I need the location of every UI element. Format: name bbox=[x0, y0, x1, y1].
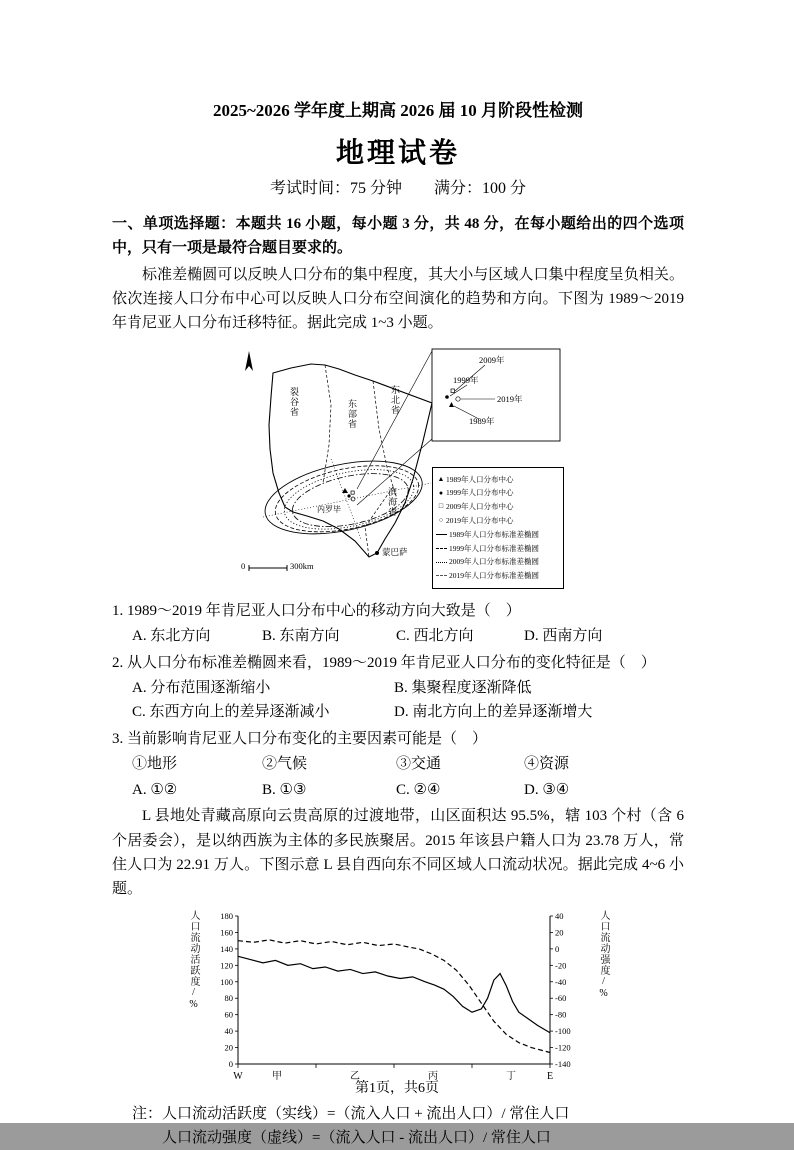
mombasa-dot bbox=[375, 551, 379, 555]
city-label-nairobi: 内罗毕 bbox=[317, 505, 341, 515]
question-3-text: 3. 当前影响肯尼亚人口分布变化的主要因素可能是（ ） bbox=[112, 731, 488, 748]
page-number: 第1页，共6页 bbox=[355, 1081, 439, 1096]
triangle-marker-icon: ▲ bbox=[437, 474, 445, 483]
intro-kenya-paragraph: 标准差椭圆可以反映人口分布的集中程度，其大小与区域人口集中程度呈负相关。依次连接人口分布中心可以反映人口分布空间演化的趋势和方向。下图为 1989～2019 年肯尼亚人口分布迁移特征。据此完成 1~3 小题。 bbox=[112, 266, 684, 332]
legend-label: 2009年人口分布中心 bbox=[446, 502, 514, 512]
solid-line-icon bbox=[436, 534, 447, 535]
population-flow-chart-figure bbox=[112, 906, 684, 1100]
map-legend bbox=[432, 467, 564, 589]
svg-text:100: 100 bbox=[220, 976, 233, 987]
subject-title: 地理试卷 bbox=[335, 138, 460, 169]
svg-text:140: 140 bbox=[220, 943, 233, 954]
legend-item bbox=[436, 514, 561, 528]
circle-marker-icon: ○ bbox=[438, 516, 444, 525]
document-title: 2025~2026 学年度上期高 2026 届 10 月阶段性检测 bbox=[212, 101, 584, 120]
question-2-text: 2. 从人口分布标准差椭圆来看，1989～2019 年肯尼亚人口分布的变化特征是（ ） bbox=[112, 655, 656, 672]
option-b: B. 集聚程度逐渐降低 bbox=[394, 680, 532, 697]
square-marker-icon: □ bbox=[438, 502, 444, 511]
svg-text:丙: 丙 bbox=[428, 1070, 438, 1082]
city-label-mombasa: 蒙巴萨 bbox=[382, 547, 408, 558]
province-label-coast: 滨海省 bbox=[387, 487, 397, 518]
province-label-eastern: 东部省 bbox=[347, 399, 357, 430]
page-content bbox=[112, 0, 684, 1150]
option-a: A. ①② bbox=[132, 782, 178, 799]
option-c: C. 西北方向 bbox=[396, 628, 474, 645]
province-border bbox=[323, 365, 331, 483]
legend-item bbox=[436, 472, 561, 486]
svg-text:20: 20 bbox=[224, 1042, 233, 1053]
inset-year-2009: 2009年 bbox=[479, 355, 505, 366]
legend-item bbox=[436, 555, 561, 569]
svg-text:-60: -60 bbox=[555, 992, 567, 1003]
scale-distance-label: 300km bbox=[290, 561, 314, 572]
question-1-text: 1. 1989～2019 年肯尼亚人口分布中心的移动方向大致是（ ） bbox=[112, 603, 521, 620]
province-label-rift-valley: 裂谷省 bbox=[289, 387, 299, 418]
center-marker-1999 bbox=[347, 495, 350, 498]
inset-connector-line bbox=[357, 351, 432, 489]
flow-chart-svg bbox=[198, 906, 598, 1100]
item-2: ②气候 bbox=[262, 756, 308, 773]
svg-text:乙: 乙 bbox=[350, 1070, 360, 1082]
north-arrow-icon bbox=[245, 351, 253, 371]
dashed-line-icon bbox=[436, 548, 447, 549]
center-marker-2009 bbox=[351, 491, 354, 494]
option-d: D. 南北方向上的差异逐渐增大 bbox=[394, 704, 593, 721]
svg-text:120: 120 bbox=[220, 960, 233, 971]
svg-text:-120: -120 bbox=[555, 1042, 571, 1053]
legend-label: 1989年人口分布中心 bbox=[446, 474, 514, 484]
note-line-1: 人口流动活跃度（实线）=（流入人口 + 流出人口）/ 常住人口 bbox=[162, 1105, 570, 1122]
svg-text:E: E bbox=[546, 1070, 554, 1082]
left-axis-title: 人口流动活跃度/% bbox=[188, 909, 199, 1011]
dot-marker-icon: ● bbox=[438, 488, 444, 497]
svg-text:-80: -80 bbox=[555, 1009, 567, 1020]
note-line-2: 人口流动强度（虚线）=（流入人口 - 流出人口）/ 常住人口 bbox=[162, 1129, 551, 1146]
sde-ellipse-1999 bbox=[269, 455, 424, 544]
question-3-options bbox=[132, 778, 684, 802]
svg-text:0: 0 bbox=[228, 1058, 233, 1069]
inset-marker-1999 bbox=[445, 396, 449, 400]
legend-label: 2019年人口分布标准差椭圆 bbox=[449, 571, 539, 581]
svg-text:-40: -40 bbox=[555, 976, 567, 987]
dashdot-line-icon bbox=[436, 575, 447, 576]
exam-info: 考试时间：75 分钟 满分：100 分 bbox=[269, 180, 526, 197]
option-a: A. 东北方向 bbox=[132, 628, 211, 645]
section-1-header: 一、单项选择题：本题共 16 小题，每小题 3 分，共 48 分，在每小题给出的四个选项中，只有一项是最符合题目要求的。 bbox=[112, 216, 684, 257]
inset-year-1999: 1999年 bbox=[453, 375, 479, 386]
legend-label: 1999年人口分布中心 bbox=[446, 488, 514, 498]
svg-text:甲: 甲 bbox=[272, 1070, 282, 1082]
question-3-items bbox=[132, 752, 684, 776]
svg-text:160: 160 bbox=[220, 927, 233, 938]
option-c: C. ②④ bbox=[396, 782, 441, 799]
scale-zero-label: 0 bbox=[241, 561, 246, 572]
intro-lcounty-paragraph: L 县地处青藏高原向云贵高原的过渡地带，山区面积达 95.5%，辖 103 个村（含 6 个居委会），是以纳西族为主体的多民族聚居。2015 年该县户籍人口为 23.78 万人，常住人口为 22.91 万人。下图示意 L 县自西向东不同区域人口流动状况。据此完成 4~6 小题。 bbox=[112, 808, 684, 898]
dotted-line-icon bbox=[436, 562, 447, 563]
svg-text:60: 60 bbox=[224, 1009, 233, 1020]
svg-text:-20: -20 bbox=[555, 960, 567, 971]
legend-label: 1989年人口分布标准差椭圆 bbox=[449, 529, 539, 539]
svg-text:180: 180 bbox=[220, 910, 233, 921]
option-b: B. ①③ bbox=[262, 782, 307, 799]
kenya-map-figure bbox=[227, 341, 569, 593]
right-axis-title: 人口流动强度/% bbox=[598, 909, 609, 1000]
svg-text:丁: 丁 bbox=[506, 1070, 516, 1082]
option-d: D. 西南方向 bbox=[524, 628, 603, 645]
svg-text:W: W bbox=[233, 1070, 243, 1082]
option-d: D. ③④ bbox=[524, 782, 570, 799]
option-c: C. 东西方向上的差异逐渐减小 bbox=[132, 704, 330, 721]
item-3: ③交通 bbox=[396, 756, 442, 773]
legend-item bbox=[436, 528, 561, 542]
svg-text:40: 40 bbox=[224, 1025, 233, 1036]
svg-text:0: 0 bbox=[555, 943, 560, 954]
question-1-options bbox=[132, 624, 684, 648]
chart-notes bbox=[132, 1102, 684, 1150]
svg-text:20: 20 bbox=[555, 927, 564, 938]
inset-year-2019: 2019年 bbox=[497, 394, 523, 405]
sde-ellipse-1989 bbox=[259, 449, 429, 547]
legend-label: 1999年人口分布标准差椭圆 bbox=[449, 543, 539, 553]
svg-text:-140: -140 bbox=[555, 1058, 571, 1069]
legend-label: 2009年人口分布标准差椭圆 bbox=[449, 557, 539, 567]
item-4: ④资源 bbox=[524, 756, 570, 773]
svg-text:80: 80 bbox=[224, 992, 233, 1003]
legend-item bbox=[436, 541, 561, 555]
option-b: B. 东南方向 bbox=[262, 628, 340, 645]
svg-text:-100: -100 bbox=[555, 1025, 571, 1036]
inset-year-1989: 1989年 bbox=[469, 416, 495, 427]
note-label: 注： bbox=[132, 1105, 163, 1122]
item-1: ①地形 bbox=[132, 756, 178, 773]
option-a: A. 分布范围逐渐缩小 bbox=[132, 680, 271, 697]
legend-item bbox=[436, 569, 561, 583]
legend-item bbox=[436, 500, 561, 514]
province-label-north-eastern: 东北省 bbox=[390, 385, 400, 416]
legend-label: 2019年人口分布中心 bbox=[446, 516, 514, 526]
question-2-options bbox=[132, 676, 684, 724]
legend-item bbox=[436, 486, 561, 500]
svg-text:40: 40 bbox=[555, 910, 564, 921]
